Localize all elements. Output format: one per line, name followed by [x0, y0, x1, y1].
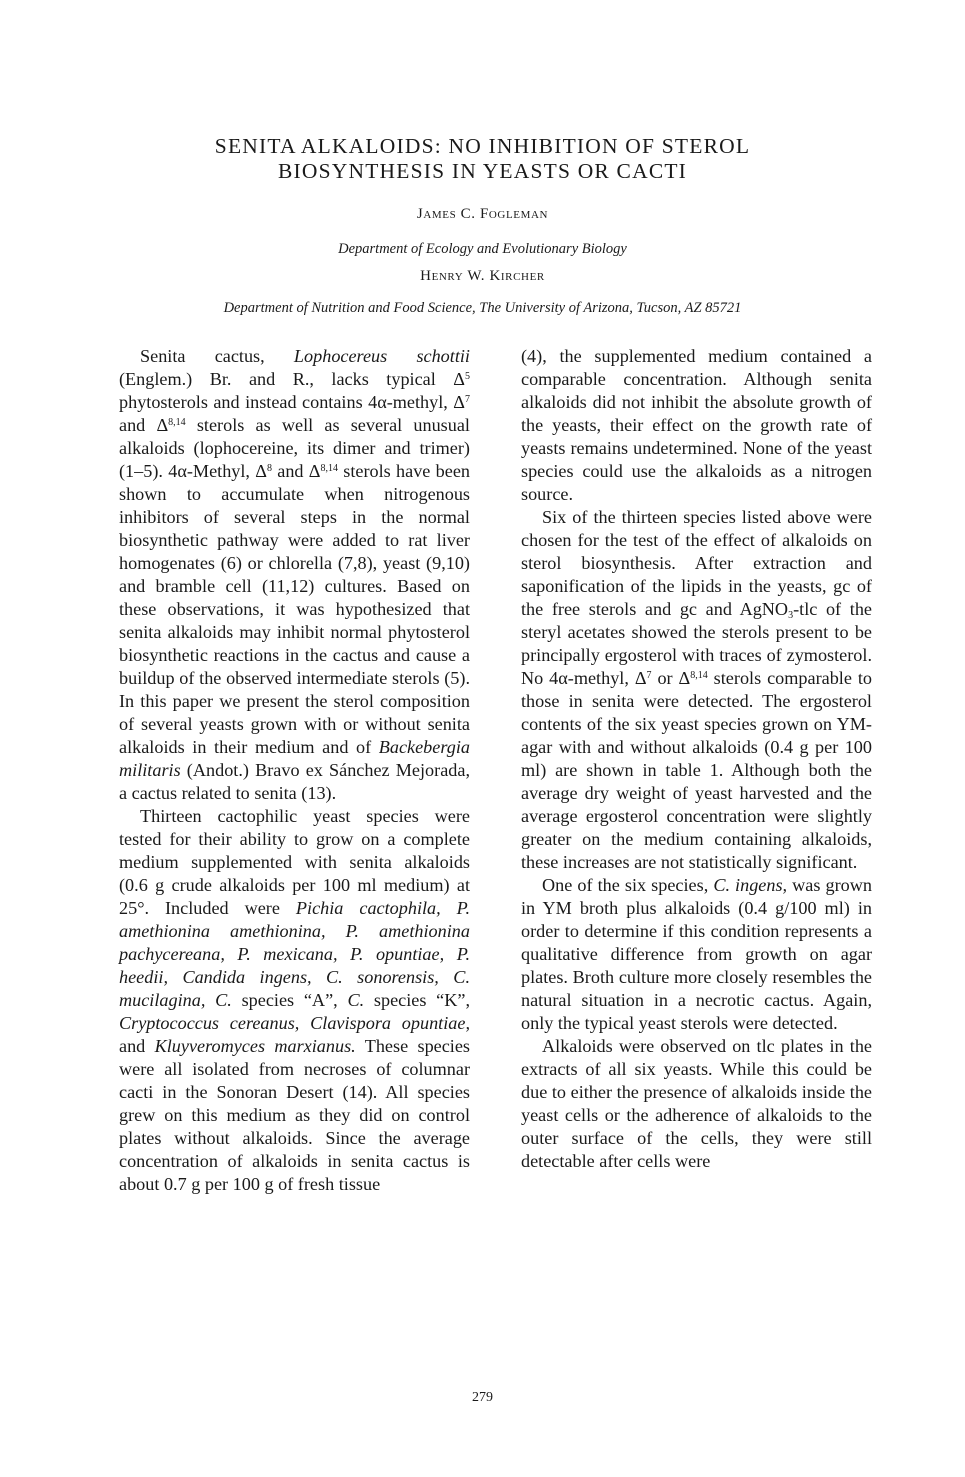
author-1: James C. Fogleman	[416, 206, 549, 222]
paragraph-intro: Senita cactus, Lophocereus schottii (Englem.) Br. and R., lacks typical $\Delta^5$ phytosterols and instead contains 4α-methyl, $\Delta^7$ and Δ$^{8,14}$ sterols as well as several unusual alkaloids (lophocereine, its dimer and trimer) (1–5). 4α-Methyl, $\Delta^8$ and Δ$^{8,14}$ sterols have been shown to accumulate when nitrogenous inhibitors of several steps in the normal biosynthetic pathway were added to rat liver homogenates (6) or chlorella (7,8), yeast (9,10) and bramble cell (11,12) cultures. Based on these observations, it was hypothesized that senita alkaloids may inhibit normal phytosterol biosynthetic reactions in the cactus and cause a buildup of the observed intermediate sterols (5). In this paper we present the sterol composition of several yeasts grown with or without senita alkaloids in their medium and of Backebergia militaris (Andot.) Bravo ex Sánchez Mejorada, a cactus related to senita (13).	[119, 346, 470, 803]
author-2: Henry W. Kircher	[420, 268, 545, 284]
paragraph-continuation: (4), the supplemented medium contained a comparable concentration. Although senita alkaloids did not inhibit the absolute growth of the yeasts, their effect on the growth rate of yeasts remains undetermined. None of the yeast species could use the alkaloids as a nitrogen source.	[521, 346, 872, 504]
article-title	[0, 134, 965, 184]
paragraph-species: Thirteen cactophilic yeast species were tested for their ability to grow on a complete medium supplemented with senita alkaloids (0.6 g crude alkaloids per 100 ml medium) at 25°. Included were Pichia cactophila, P. amethionina amethionina, P. amethionina pachycereana, P. mexicana, P. opuntiae, P. heedii, Candida ingens, C. sonorensis, C. mucilagina, C. species “A”, C. species “K”, Cryptococcus cereanus, Clavispora opuntiae, and Kluyveromyces marxianus. These species were all isolated from necroses of columnar cacti in the Sonoran Desert (14). All species grew on this medium as they did on control plates without alkaloids. Since the average concentration of alkaloids in senita cactus is about 0.7 g per 100 g of fresh tissue	[119, 806, 471, 1194]
paragraph-sterol-test: Six of the thirteen species listed above were chosen for the test of the effect of alkaloids on sterol biosynthesis. After extraction and saponification of the lipids in the yeasts, gc of the free sterols and gc and AgNO$_3$-tlc of the steryl acetates showed the sterols present to be principally ergosterol with traces of zymosterol. No 4α-methyl, $\Delta^7$ or Δ$^{8,14}$ sterols comparable to those in senita were detected. The ergosterol contents of the six yeast species grown on YM-agar with and without alkaloids (0.4 g per 100 ml) are shown in table 1. Although both the average dry weight of yeast harvested and the average ergosterol concentration were slightly greater on the medium containing alkaloids, these increases are not statistically significant.	[521, 507, 872, 872]
page-number: 279	[472, 1390, 493, 1405]
title-line-2: BIOSYNTHESIS IN YEASTS OR CACTI	[277, 159, 688, 183]
paragraph-alkaloids-tlc: Alkaloids were observed on tlc plates in the extracts of all six yeasts. While this could be due to either the presence of alkaloids inside the yeast cells or the adherence of alkaloids to the outer surface of the cells, they were still detectable after cells were	[521, 1036, 872, 1171]
affiliation-2: Department of Nutrition and Food Science, The University of Arizona, Tucson, AZ 85721	[223, 300, 742, 316]
left-column	[119, 345, 470, 1196]
title-line-1: SENITA ALKALOIDS: NO INHIBITION OF STEROL	[214, 134, 751, 158]
paragraph-broth: One of the six species, C. ingens, was grown in YM broth plus alkaloids (0.4 g/100 ml) in order to determine if this condition represents a qualitative difference from growth on agar plates. Broth culture more closely resembles the natural situation in a necrotic cactus. Again, only the typical yeast sterols were detected.	[521, 875, 872, 1033]
right-column	[521, 345, 872, 1173]
affiliation-1: Department of Ecology and Evolutionary Biology	[338, 241, 627, 257]
